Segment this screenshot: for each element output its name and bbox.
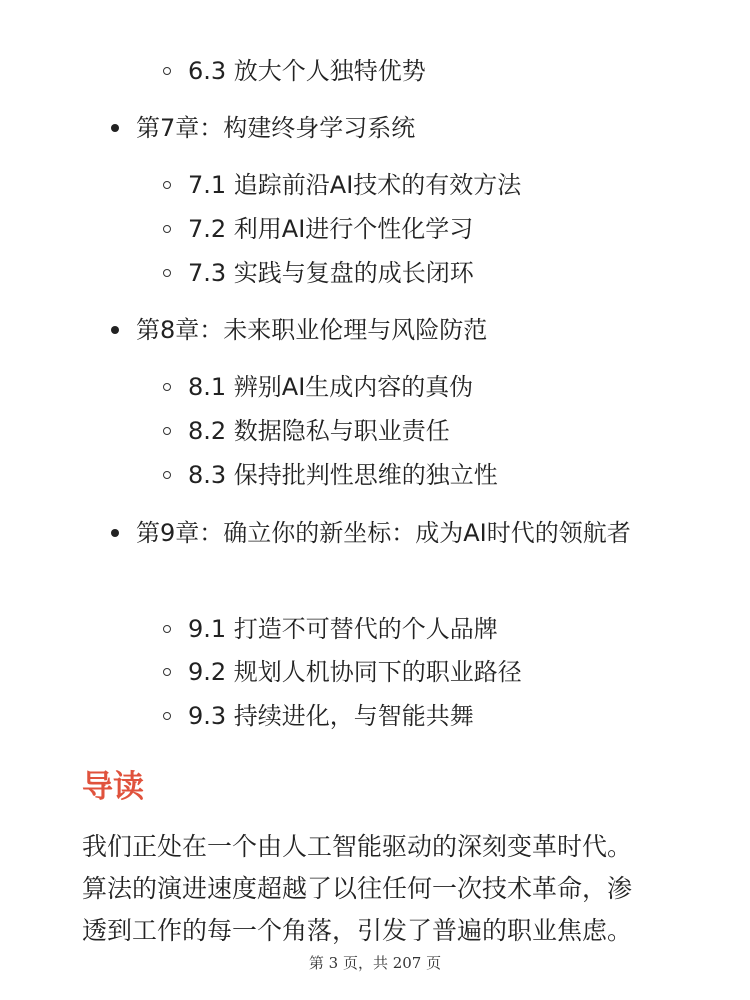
sub-bullet-icon bbox=[163, 668, 171, 676]
paragraph-line: 我们正处在一个由人工智能驱动的深刻变革时代。 bbox=[82, 832, 633, 861]
chapter-bullet-icon bbox=[111, 529, 119, 537]
toc-subitem: 8.2 数据隐私与职业责任 bbox=[188, 417, 450, 445]
toc-subitem: 8.3 保持批判性思维的独立性 bbox=[188, 461, 498, 489]
toc-subitem: 6.3 放大个人独特优势 bbox=[188, 57, 426, 85]
section-heading: 导读 bbox=[82, 769, 144, 805]
sub-bullet-icon bbox=[163, 67, 171, 75]
paragraph-line: 算法的演进速度超越了以往任何一次技术革命，渗 bbox=[82, 874, 633, 903]
sub-bullet-icon bbox=[163, 625, 171, 633]
sub-bullet-icon bbox=[163, 181, 171, 189]
toc-subitem: 7.3 实践与复盘的成长闭环 bbox=[188, 259, 474, 287]
toc-chapter: 第7章：构建终身学习系统 bbox=[136, 114, 416, 142]
toc-subitem: 9.1 打造不可替代的个人品牌 bbox=[188, 615, 498, 643]
toc-subitem: 9.2 规划人机协同下的职业路径 bbox=[188, 658, 522, 686]
toc-subitem: 9.3 持续进化，与智能共舞 bbox=[188, 702, 474, 730]
sub-bullet-icon bbox=[163, 712, 171, 720]
sub-bullet-icon bbox=[163, 427, 171, 435]
toc-subitem: 7.2 利用AI进行个性化学习 bbox=[188, 215, 474, 243]
sub-bullet-icon bbox=[163, 383, 171, 391]
paragraph-line: 透到工作的每一个角落，引发了普遍的职业焦虑。 bbox=[82, 916, 633, 945]
sub-bullet-icon bbox=[163, 225, 171, 233]
toc-subitem: 8.1 辨别AI生成内容的真伪 bbox=[188, 373, 474, 401]
toc-subitem: 7.1 追踪前沿AI技术的有效方法 bbox=[188, 171, 522, 199]
sub-bullet-icon bbox=[163, 471, 171, 479]
chapter-bullet-icon bbox=[111, 326, 119, 334]
sub-bullet-icon bbox=[163, 269, 171, 277]
page-number: 第 3 页，共 207 页 bbox=[308, 954, 442, 972]
chapter-bullet-icon bbox=[111, 124, 119, 132]
toc-chapter: 第8章：未来职业伦理与风险防范 bbox=[136, 316, 488, 344]
toc-chapter: 第9章：确立你的新坐标：成为AI时代的领航者 bbox=[136, 519, 631, 547]
